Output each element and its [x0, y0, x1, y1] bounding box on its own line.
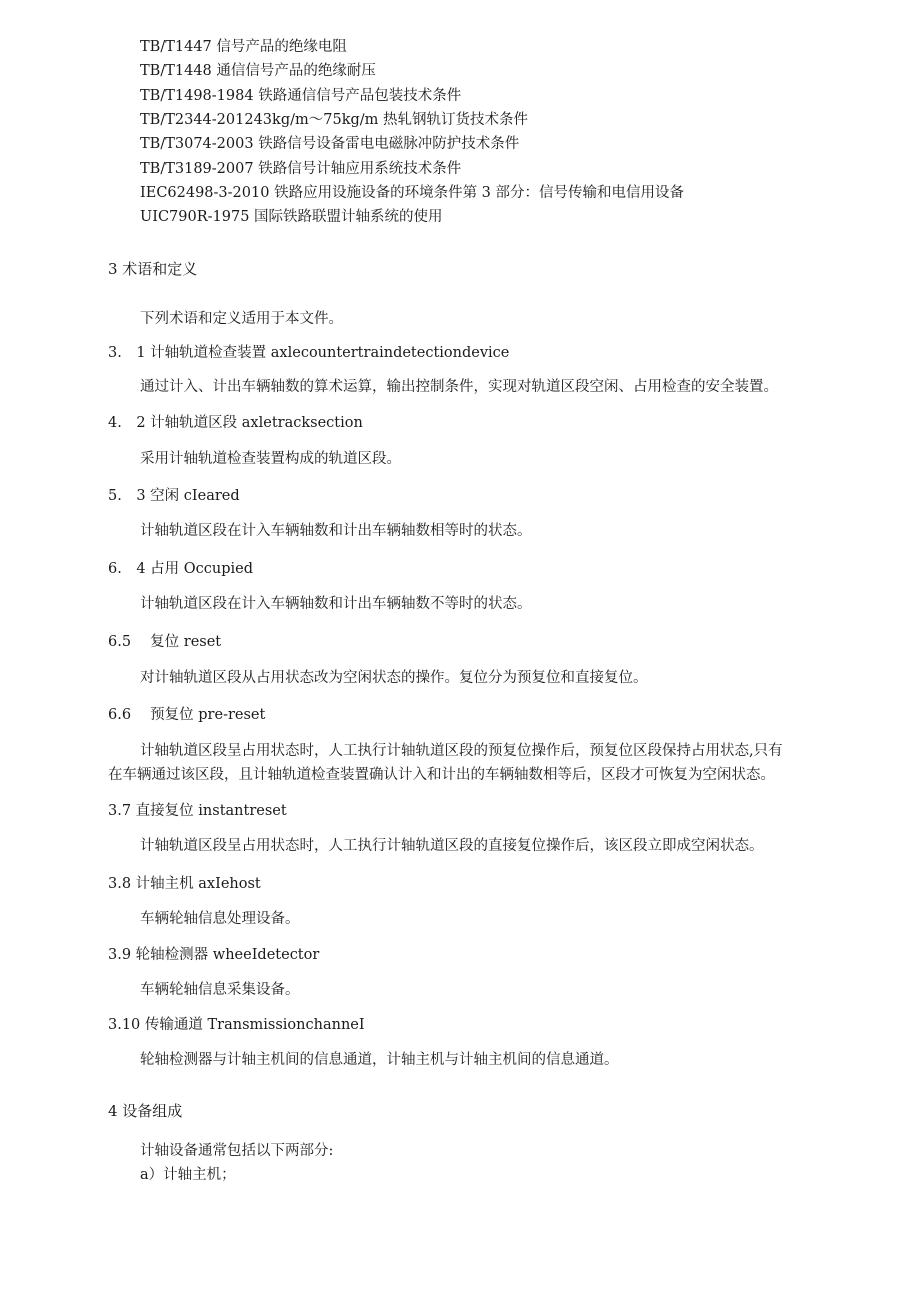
reference-8: UIC790R-1975 国际铁路联盟计轴系统的使用: [140, 209, 443, 225]
list-item-a: a）计轴主机；: [140, 1167, 236, 1183]
term-definition: 计轴轨道区段在计入车辆轴数和计出车辆轴数相等时的状态。: [140, 523, 532, 539]
reference-5: TB/T3074-2003 铁路信号设备雷电电磁脉冲防护技术条件: [140, 136, 520, 152]
term-heading-wheel-detector: 3.9 轮轴检测器 wheeIdetector: [108, 947, 320, 963]
term-definition-continued: 在车辆通过该区段，且计轴轨道检查装置确认计入和计出的车辆轴数相等后，区段才可恢复为空闲状态。: [108, 767, 775, 783]
term-definition: 通过计入、计出车辆轴数的算术运算，输出控制条件，实现对轨道区段空闲、占用检查的安全装置。: [140, 379, 778, 395]
term-heading-axle-track-section: 4. 2 计轴轨道区段 axletracksection: [108, 415, 363, 431]
term-definition: 计轴轨道区段呈占用状态时，人工执行计轴轨道区段的预复位操作后，预复位区段保持占用状态,只有: [140, 743, 783, 759]
section-4-intro: 计轴设备通常包括以下两部分:: [140, 1143, 334, 1159]
term-definition: 对计轴轨道区段从占用状态改为空闲状态的操作。复位分为预复位和直接复位。: [140, 670, 648, 686]
reference-1: TB/T1447 信号产品的绝缘电阻: [140, 39, 347, 55]
term-heading-reset: 6.5 复位 reset: [108, 634, 222, 650]
term-definition: 车辆轮轴信息采集设备。: [140, 982, 300, 998]
term-definition: 轮轴检测器与计轴主机间的信息通道，计轴主机与计轴主机间的信息通道。: [140, 1052, 619, 1068]
section-3-title: 3 术语和定义: [108, 260, 198, 278]
term-definition: 采用计轴轨道检查装置构成的轨道区段。: [140, 451, 401, 467]
term-heading-instant-reset: 3.7 直接复位 instantreset: [108, 803, 287, 819]
term-heading-axle-counter-device: 3. 1 计轴轨道检查装置 axlecountertraindetectiondevice: [108, 345, 510, 361]
reference-4: TB/T2344-201243kg∕m～75kg∕m 热轧钢轨订货技术条件: [140, 112, 529, 128]
term-heading-transmission-channel: 3.10 传输通道 TransmissionchanneI: [108, 1017, 365, 1033]
section-3-intro: 下列术语和定义适用于本文件。: [140, 311, 343, 327]
reference-2: TB/T1448 通信信号产品的绝缘耐压: [140, 63, 376, 79]
term-definition: 车辆轮轴信息处理设备。: [140, 911, 300, 927]
term-heading-pre-reset: 6.6 预复位 pre-reset: [108, 707, 266, 723]
section-4-title: 4 设备组成: [108, 1102, 183, 1120]
reference-3: TB/T1498-1984 铁路通信信号产品包装技术条件: [140, 88, 462, 104]
term-definition: 计轴轨道区段呈占用状态时，人工执行计轴轨道区段的直接复位操作后，该区段立即成空闲状态。: [140, 838, 764, 854]
term-heading-cleared: 5. 3 空闲 cIeared: [108, 488, 240, 504]
term-definition: 计轴轨道区段在计入车辆轴数和计出车辆轴数不等时的状态。: [140, 596, 532, 612]
reference-6: TB/T3189-2007 铁路信号计轴应用系统技术条件: [140, 161, 462, 177]
term-heading-occupied: 6. 4 占用 Occupied: [108, 561, 254, 577]
term-heading-axle-host: 3.8 计轴主机 axIehost: [108, 876, 261, 892]
reference-7: IEC62498-3-2010 铁路应用设施设备的环境条件第 3 部分：信号传输和电信用设备: [140, 185, 685, 201]
